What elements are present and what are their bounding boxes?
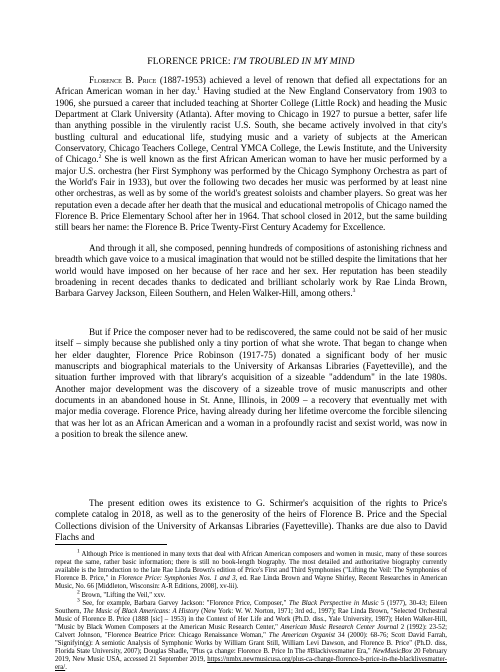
footnote-marker: 2: [98, 154, 102, 161]
footnote-italic-text: American Music Research Center Journal: [280, 624, 399, 632]
paragraph-rediscovery: [55, 327, 447, 440]
paragraph-text: (1887-1953) achieved a level of renown that defied all expectations for an African American woman in her day.: [55, 75, 447, 97]
footnote-divider: [55, 544, 167, 545]
footnote-2: [55, 589, 447, 600]
footnote-marker: 3: [352, 288, 356, 295]
paragraph-text: And through it all, she composed, penning hundreds of compositions of astonishing richness and breadth which gave voice to a musical imagination that would not be stilled despite the limitations that her world would have imposed on her because of her race and her sex. Her reputation has been steadily broadening in recent decades thanks to dedicated and brilliant scholarly work by Rae Linda Brown, Barbara Garvey Jackson, Eileen Southern, and Helen Walker-Hill, among others.: [55, 243, 447, 299]
footnote-text: See, for example, Barbara Garvey Jackson: "Florence Price, Composer,": [79, 600, 289, 607]
footnote-text: , ed. Rae Linda Brown and Wayne Shirley, Recent Researches in American Music, No. 66 [Middleton, Wisconsin: A-R Editions, 2008], xv-lii).: [55, 575, 447, 591]
paragraph-edition: [55, 498, 447, 543]
footnote-italic-text: The Black Perspective in Music: [288, 600, 379, 607]
footnote-number: 3: [77, 597, 80, 604]
footnote-text: 5 (1977), 30-43; Eileen Southern,: [55, 600, 447, 616]
paragraph-text: She is well known as the first African American woman to have her music performed by a major U.S. orchestra (her First Symphony was performed by the Chicago Symphony Orchestra as part of the World's Fair in 1933), but over the following two decades her music was performed by at least nine other orchestras, as well as by some of the world's greatest soloists and chamber players. So great was her reputation even a decade after her death that the musical and educational metropolis of Chicago named the Florence B. Price Elementary School after her in 1964. That school closed in 2012, but the same building still bears her name: the Florence B. Price Twenty-First Century Academy for Excellence.: [55, 154, 447, 233]
footnote-italic-text: Florence Price: Symphonies Nos. 1 and 3: [118, 575, 236, 583]
footnote-number: 1: [77, 548, 80, 555]
footnote-text: Although Price is mentioned in many texts that deal with African American composers and women in music, many of these sources repeat the same, rather basic information; there is still no book-length biography. The most detailed and authoritative biography currently available is the Introduction to the late Rae Linda Brown's edition of Price's First and Third Symphonies ("Lifting the Veil: The Symphonies of Florence B. Price," in: [55, 551, 447, 583]
title-italic-text: I'M TROUBLED IN MY MIND: [233, 56, 355, 67]
paragraph-intro: [55, 75, 447, 234]
paragraph-compositions: [55, 243, 447, 300]
footnote-text: 34 (2000): 68-76; Scott David Farrah, "Signifyin(g): A semiotic Analysis of Symphonic Works by William Grant Still, William Levi Dawson, and Florence B. Price" (Ph.D. diss, Florida State University, 2007); Douglas Shadle, "Plus ça change: Florence B. Price In The #Blackivesmatter Era,": [55, 632, 447, 656]
page-title: [55, 56, 447, 67]
footnote-text: 2 (1992): 23-52; Calvert Johnson, "Florence Beatrice Price: Chicago Renaissance Woman,": [55, 624, 447, 640]
footnote-text: Brown, "Lifting the Veil," xxv.: [79, 592, 166, 599]
paragraph-text: The present edition owes its existence to G. Schirmer's acquisition of the rights to Price's complete catalog in 2018, as well as to the generosity of the heirs of Florence B. Price and the Special Collections division of the University of Arkansas Libraries (Fayetteville). Thanks are due also to David Flachs and: [55, 498, 447, 543]
title-text: FLORENCE PRICE:: [147, 56, 234, 67]
paragraph-text: Having studied at the New England Conservatory from 1903 to 1906, she pursued a career that included teaching at Shorter College (Little Rock) and heading the Music Department at Clark University (Atlanta). After moving to Chicago in 1927 to pursue a better, safer life than anything possible in the virulently racist U.S. South, she became actively involved in that city's bustling cultural and educational life, studying music and a variety of subjects at the American Conservatory, Chicago Teachers College, Central YMCA College, the Lewis Institute, and the University of Chicago.: [55, 86, 447, 165]
footnote-number: 2: [77, 589, 80, 596]
footnote-italic-text: The Music of Black Americans: A History: [83, 608, 200, 616]
footnote-3: [55, 597, 448, 672]
footnote-1: [55, 548, 447, 591]
footnote-italic-text: NewMusicBox: [372, 648, 412, 656]
footnote-italic-text: The American Organist: [268, 632, 336, 640]
footnote-marker: 1: [197, 86, 200, 93]
footnote-url-link[interactable]: https://nmbx.newmusicusa.org/plus-ca-change-florence-b-price-in-the-blacklivesmatter-era/: [55, 656, 447, 672]
paragraph-text: But if Price the composer never had to be rediscovered, the same could not be said of her music itself – simply because she published only a tiny portion of what she wrote. That began to change when her elder daughter, Florence Price Robinson (1917-75) donated a significant body of her music manuscripts and biographical materials to the University of Arkansas Libraries (Fayetteville), and the situation further improved with that library's acquisition of a sizeable "addendum" in the late 1980s. Another major development was the discovery of a sizeable trove of music manuscripts and other documents in an abandoned house in St. Anne, Illinois, in 2009 – a recovery that eventually met with major media coverage. Florence Price, having already during her lifetime overcome the forcible silencing that was her lot as an African American and a woman in a profoundly racist and sexist world, was now in a position to break the silence anew.: [55, 327, 447, 440]
footnote-text: (New York: W. W. Norton, 1971; 3rd ed., 1997); Rae Linda Brown, "Selected Orchestral Music of Florence B. Price (1888 [sic] – 1953) in the Context of Her Life and Work (Ph.D. diss., Yale University, 1987); Helen Walker-Hill, "Music by Black Women Composers at the American Music Research Center,": [55, 608, 447, 632]
author-name-smallcaps: Florence B. Price: [89, 75, 157, 85]
footnote-text: .: [65, 664, 67, 672]
footnote-text: 20 February 2019, New Music USA, accessed 21 September 2019,: [55, 648, 448, 664]
